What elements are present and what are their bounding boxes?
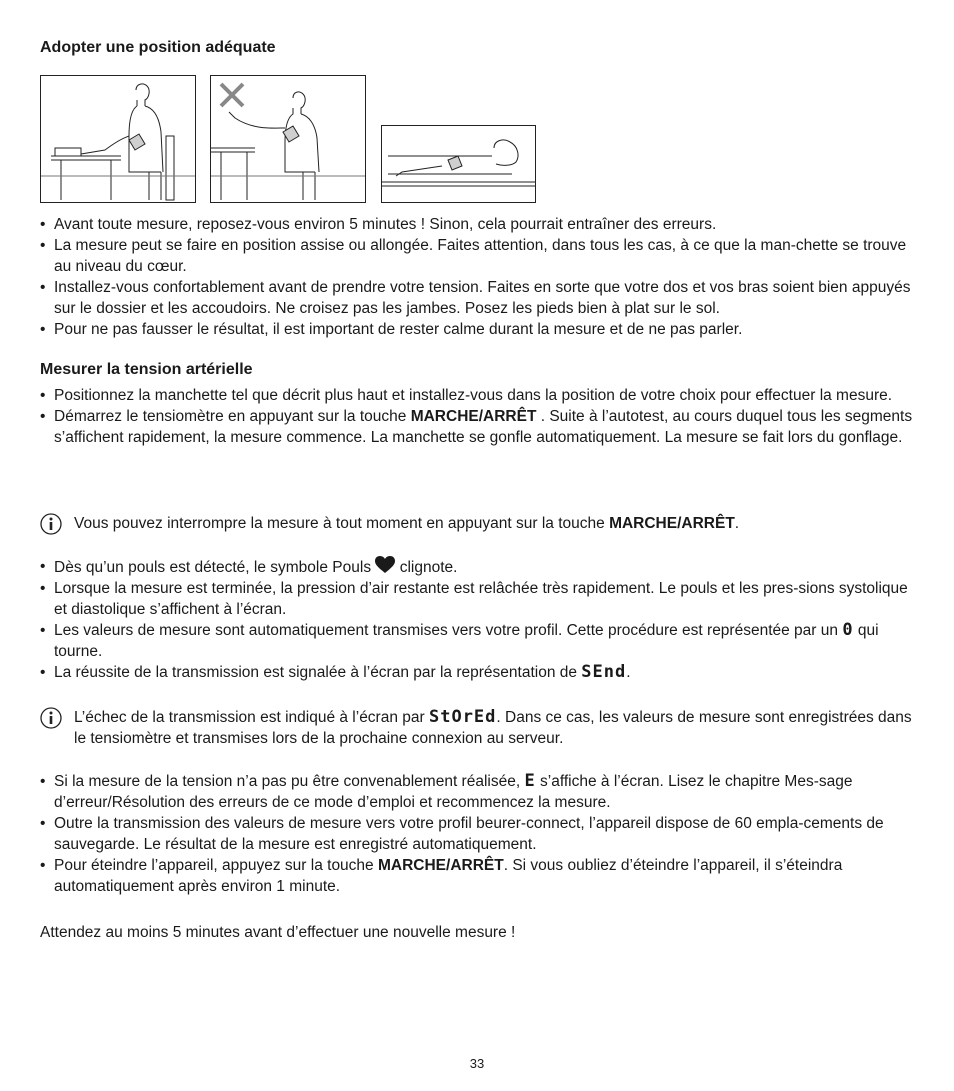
closing-paragraph: Attendez au moins 5 minutes avant d’effectuer une nouvelle mesure ! xyxy=(40,924,516,941)
list-item: • Les valeurs de mesure sont automatiquement transmises vers votre profil. Cette procédure est représentée par un 0 qui tourne. xyxy=(40,620,920,662)
info-note-stored: L’échec de la transmission est indiqué à l’écran par StOrEd. Dans ce cas, les valeurs de mesure sont enregistrées dans le tensiomètre et transmises lors de la prochaine connexion au serveur. xyxy=(40,707,920,749)
list-item: • Installez-vous confortablement avant de prendre votre tension. Faites en sorte que votre dos et vos bras soient bien appuyés sur le dossier et les accoudoirs. Ne croisez pas les jambes. Posez les pieds bien à plat sur le sol. xyxy=(40,277,920,319)
heart-pulse-icon xyxy=(375,556,395,574)
incorrect-posture-illustration xyxy=(211,76,365,202)
measure-bullet-list-2 xyxy=(40,556,920,683)
list-item: • Démarrez le tensiomètre en appuyant sur la touche MARCHE/ARRÊT . Suite à l’autotest, au cours duquel tous les segments s’affichent rapidement, la mesure commence. La manchette se gonfle automatiquement. La mesure se fait lors du gonflage. xyxy=(40,406,920,448)
page-number: 33 xyxy=(469,1056,485,1071)
list-item: • La mesure peut se faire en position assise ou allongée. Faites attention, dans tous les cas, à ce que la man-chette se trouve au niveau du cœur. xyxy=(40,235,920,277)
cross-mark-icon xyxy=(221,84,243,106)
figure-correct-sitting xyxy=(40,75,196,203)
list-item: • La réussite de la transmission est signalée à l’écran par la représentation de SEnd. xyxy=(40,662,920,683)
figure-incorrect-posture xyxy=(210,75,366,203)
button-name-on-off: MARCHE/ARRÊT xyxy=(410,408,537,425)
list-item: • Si la mesure de la tension n’a pas pu être convenablement réalisée, E s’affiche à l’écran. Lisez le chapitre Mes-sage d’erreur/Résolution des erreurs de ce mode d’emploi et recommencez la mesure. xyxy=(40,771,920,813)
list-item: • Positionnez la manchette tel que décrit plus haut et installez-vous dans la position de votre choix pour effectuer la mesure. xyxy=(40,385,920,406)
error-display-symbol: E xyxy=(524,771,536,791)
list-item: • Lorsque la mesure est terminée, la pression d’air restante est relâchée très rapidement. Le pouls et les pres-sions systolique et diastolique s’affichent à l’écran. xyxy=(40,578,920,620)
figure-lying-posture xyxy=(381,125,536,203)
info-icon xyxy=(40,707,62,729)
lying-person-illustration xyxy=(382,126,535,202)
list-item: • Outre la transmission des valeurs de mesure vers votre profil beurer-connect, l’appareil dispose de 60 empla-cements de sauvegarde. Le résultat de la mesure est enregistré automatiquement. xyxy=(40,813,920,855)
measure-bullet-list-3 xyxy=(40,771,920,897)
send-display-symbol: SEnd xyxy=(581,662,627,682)
section-heading-position: Adopter une position adéquate xyxy=(40,39,276,56)
list-item: • Pour ne pas fausser le résultat, il est important de rester calme durant la mesure et de ne pas parler. xyxy=(40,319,920,340)
sitting-person-illustration xyxy=(41,76,195,202)
list-item: • Pour éteindre l’appareil, appuyez sur la touche MARCHE/ARRÊT. Si vous oubliez d’éteindre l’appareil, il s’éteindra automatiquement après environ 1 minute. xyxy=(40,855,920,897)
rotating-zero-symbol: 0 xyxy=(842,620,854,640)
button-name-on-off: MARCHE/ARRÊT xyxy=(377,857,504,874)
posture-illustrations xyxy=(40,75,540,205)
measure-bullet-list-1 xyxy=(40,385,920,448)
info-note-interrupt: Vous pouvez interrompre la mesure à tout moment en appuyant sur la touche MARCHE/ARRÊT. xyxy=(40,513,920,534)
info-icon xyxy=(40,513,62,535)
list-item: • Avant toute mesure, reposez-vous environ 5 minutes ! Sinon, cela pourrait entraîner des erreurs. xyxy=(40,214,920,235)
section-heading-measure: Mesurer la tension artérielle xyxy=(40,361,253,378)
position-bullet-list xyxy=(40,214,920,340)
list-item: • Dès qu’un pouls est détecté, le symbole Pouls clignote. xyxy=(40,556,920,578)
stored-display-symbol: StOrEd xyxy=(428,707,497,727)
